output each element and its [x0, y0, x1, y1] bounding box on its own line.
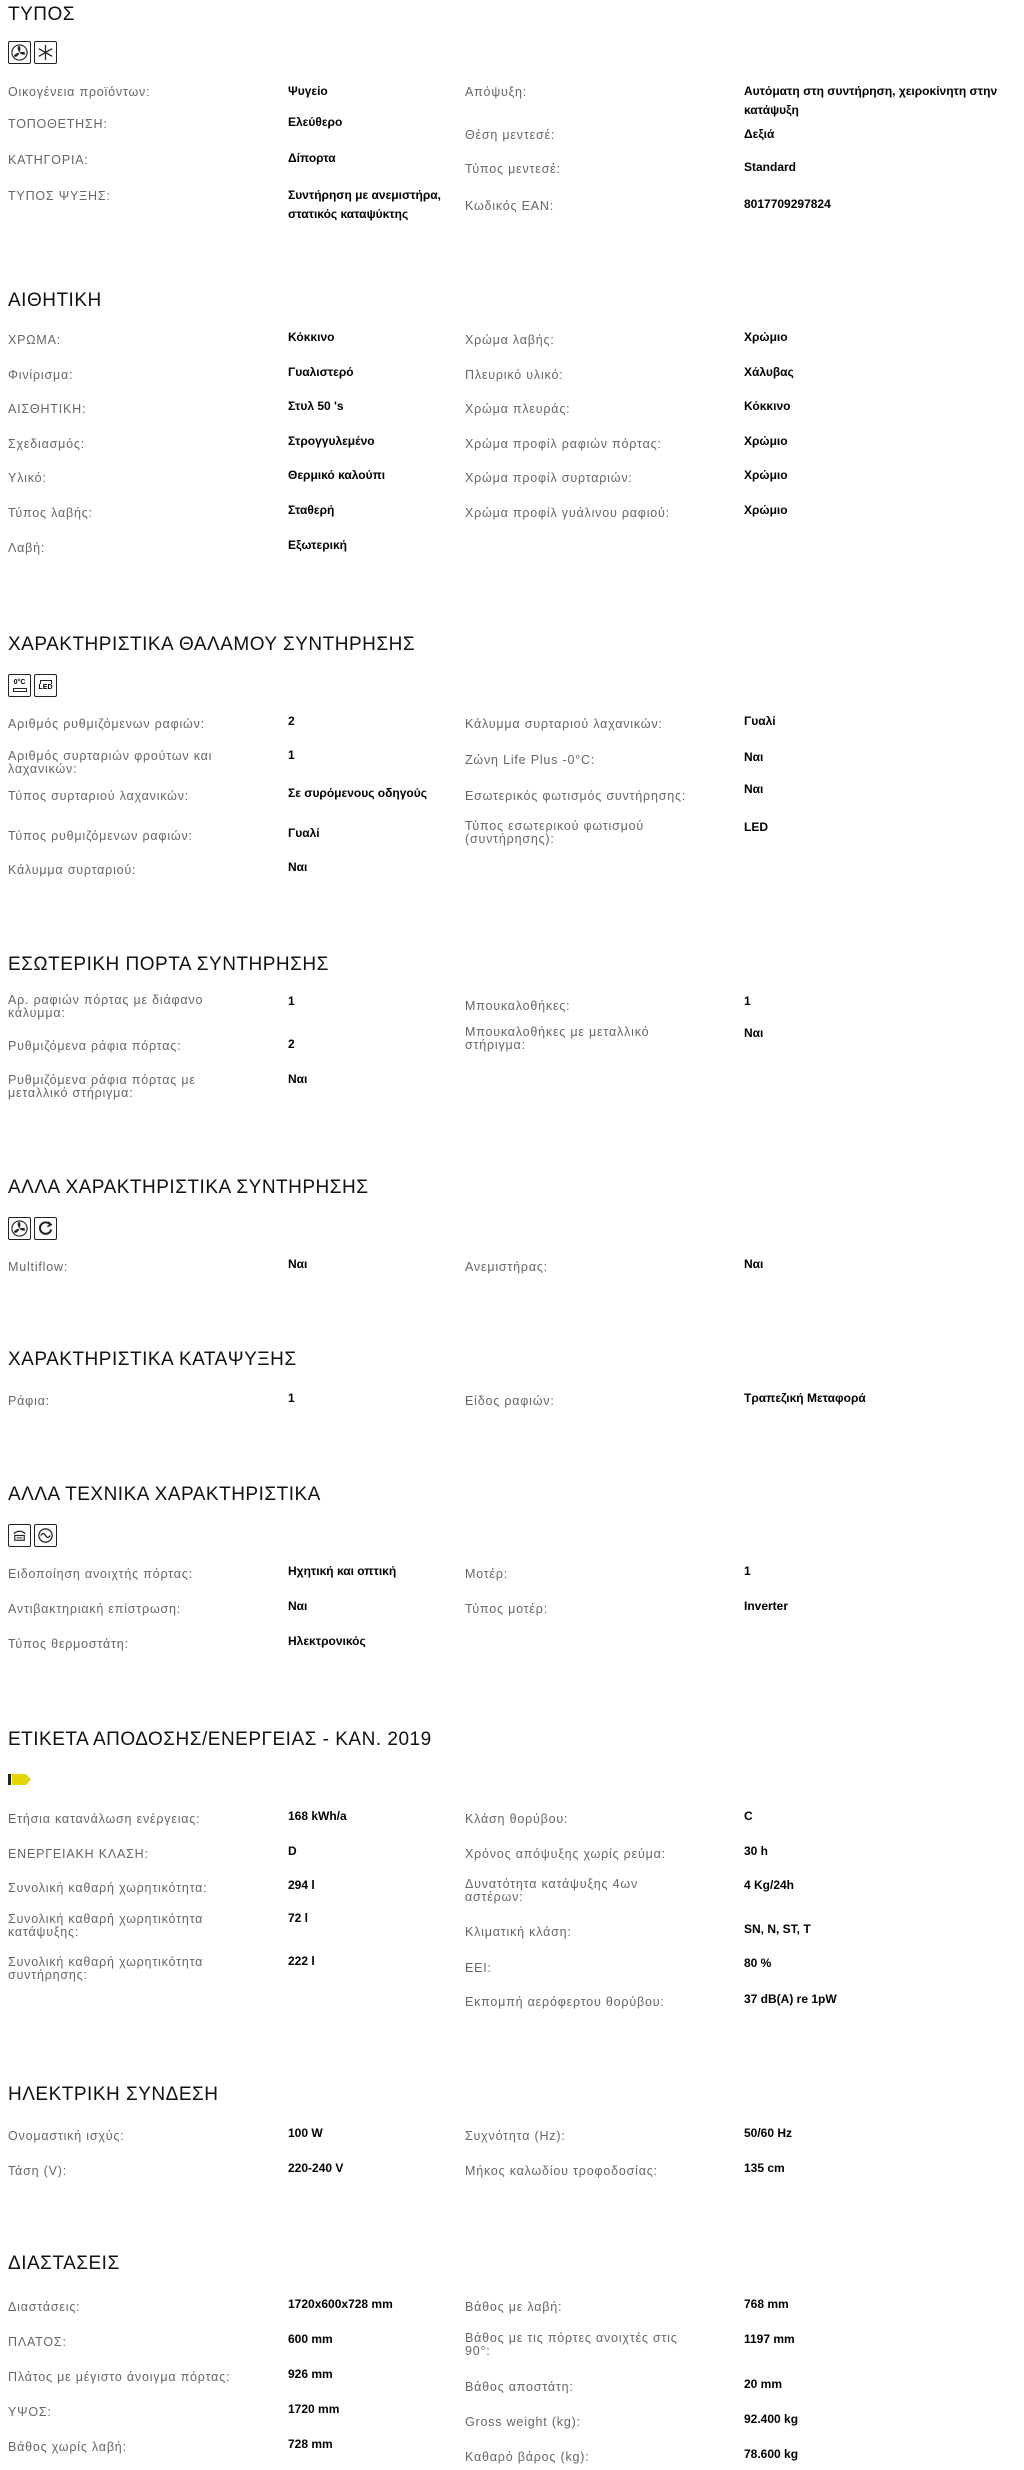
section-title: ΑΛΛΑ ΧΑΡΑΚΤΗΡΙΣΤΙΚΑ ΣΥΝΤΗΡΗΣΗΣ [8, 1177, 369, 1198]
spec-value: 1 [744, 1564, 751, 1578]
spec-value: Ψυγείο [288, 84, 328, 98]
spec-label: ΤΥΠΟΣ ΨΥΞΗΣ: [8, 189, 111, 203]
spec-label: Τύπος εσωτερικού φωτισμού (συντήρησης): [465, 819, 645, 846]
led-icon-text: LED [38, 683, 53, 691]
spec-label: ΧΡΩΜΑ: [8, 333, 62, 347]
spec-label: Ρυθμιζόμενα ράφια πόρτας με μεταλλικό στήριγμα: [8, 1073, 196, 1100]
spec-label: Μοτέρ: [465, 1567, 509, 1581]
spec-label: Υλικό: [8, 471, 47, 485]
spec-label: Χρώμα προφίλ συρταριών: [465, 471, 633, 485]
spec-value: 8017709297824 [744, 197, 831, 211]
spec-value: Ελεύθερο [288, 115, 343, 129]
spec-label: Καθαρό βάρος (kg): [465, 2450, 590, 2464]
spec-label: Λαβή: [8, 541, 46, 555]
spec-value: Δεξιά [744, 127, 775, 141]
spec-label: ΤΟΠΟΘΕΤΗΣΗ: [8, 117, 108, 131]
spec-value: Κόκκινο [744, 399, 791, 413]
section-title: ΕΣΩΤΕΡΙΚΗ ΠΟΡΤΑ ΣΥΝΤΗΡΗΣΗΣ [8, 954, 329, 975]
spec-label: Βάθος με λαβή: [465, 2300, 563, 2314]
spec-label: Τύπος θερμοστάτη: [8, 1637, 129, 1651]
spec-value: 1 [288, 748, 295, 762]
spec-value: C [744, 1809, 753, 1823]
inverter-icon [34, 1524, 57, 1547]
spec-value: 220-240 V [288, 2161, 344, 2175]
spec-label: Πλευρικό υλικό: [465, 368, 564, 382]
spec-value: 50/60 Hz [744, 2126, 793, 2140]
spec-label: ΠΛΑΤΟΣ: [8, 2335, 67, 2349]
spec-value: Χάλυβας [744, 365, 794, 379]
spec-value: Γυαλί [288, 826, 320, 840]
spec-value: Θερμικό καλούπι [288, 468, 386, 482]
section-title: ΑΙΘΗΤΙΚΗ [8, 290, 102, 311]
spec-label: Τύπος συρταριού λαχανικών: [8, 789, 190, 803]
spec-label: Εσωτερικός φωτισμός συντήρησης: [465, 789, 687, 803]
spec-label: Εκπομπή αερόφερτου θορύβου: [465, 1995, 665, 2009]
spec-label: Διαστάσεις: [8, 2300, 81, 2314]
spec-value: 1 [288, 1391, 295, 1405]
spec-label: Τύπος μοτέρ: [465, 1602, 548, 1616]
spec-label: Οικογένεια προϊόντων: [8, 85, 151, 99]
spec-label: Ρυθμιζόμενα ράφια πόρτας: [8, 1039, 182, 1053]
spec-label: Μπουκαλοθήκες: [465, 999, 571, 1013]
fan-icon [8, 1217, 31, 1240]
spec-value: 20 mm [744, 2377, 783, 2391]
spec-value: 1720x600x728 mm [288, 2297, 393, 2311]
spec-value: Ναι [744, 750, 764, 764]
spec-value: 72 l [288, 1911, 309, 1925]
spec-value: Ναι [744, 782, 764, 796]
spec-label: Πλάτος με μέγιστο άνοιγμα πόρτας: [8, 2370, 231, 2384]
section-title: ΔΙΑΣΤΑΣΕΙΣ [8, 2253, 120, 2274]
feature-icons [8, 41, 57, 64]
spec-label: Ονομαστική ισχύς: [8, 2129, 125, 2143]
spec-label: ΑΙΣΘΗΤΙΚΗ: [8, 402, 87, 416]
spec-label: Σχεδιασμός: [8, 437, 85, 451]
spec-label: Δυνατότητα κατάψυξης 4ων αστέρων: [465, 1877, 638, 1904]
spec-label: Συνολική καθαρή χωρητικότητα: [8, 1881, 208, 1895]
fan-icon [8, 41, 31, 64]
spec-value: SN, N, ST, T [744, 1922, 811, 1936]
spec-label: Αρ. ραφιών πόρτας με διάφανο κάλυμμα: [8, 993, 204, 1020]
spec-label: Χρώμα πλευράς: [465, 402, 571, 416]
spec-label: Είδος ραφιών: [465, 1394, 555, 1408]
spec-value: Σε συρόμενους οδηγούς [288, 786, 427, 800]
spec-value: 768 mm [744, 2297, 789, 2311]
spec-value: Ναι [744, 1026, 764, 1040]
spec-value: Γυαλί [744, 714, 776, 728]
spec-label: Κλιματική κλάση: [465, 1925, 572, 1939]
spec-label: Βάθος χωρίς λαβή: [8, 2440, 127, 2454]
spec-value: Ναι [288, 860, 308, 874]
spec-value: Ναι [288, 1599, 308, 1613]
spec-value: Ηχητική και οπτική [288, 1564, 397, 1578]
spec-label: Χρώμα προφίλ ραφιών πόρτας: [465, 437, 662, 451]
spec-value: 600 mm [288, 2332, 333, 2346]
spec-value: 222 l [288, 1954, 315, 1968]
spec-value: Γυαλιστερό [288, 365, 354, 379]
spec-value: Στρογγυλεμένο [288, 434, 375, 448]
spec-label: Βάθος αποστάτη: [465, 2380, 574, 2394]
section-title: ΧΑΡΑΚΤΗΡΙΣΤΙΚΑ ΚΑΤΑΨΥΞΗΣ [8, 1349, 297, 1370]
zero-degree-icon-text: 0°C [13, 679, 26, 686]
spec-value: Τραπεζική Μεταφορά [744, 1391, 866, 1405]
spec-label: Gross weight (kg): [465, 2415, 581, 2429]
spec-label: Ανεμιστήρας: [465, 1260, 548, 1274]
spec-value: Ηλεκτρονικός [288, 1634, 366, 1648]
spec-value: 926 mm [288, 2367, 333, 2381]
spec-value: 728 mm [288, 2437, 333, 2451]
spec-value: Ναι [744, 1257, 764, 1271]
spec-label: Ζώνη Life Plus -0°C: [465, 753, 596, 767]
spec-value: 37 dB(A) re 1pW [744, 1992, 837, 2006]
feature-icons [8, 1524, 57, 1547]
spec-label: Μπουκαλοθήκες με μεταλλικό στήριγμα: [465, 1025, 650, 1052]
spec-label: Αριθμός ρυθμιζόμενων ραφιών: [8, 717, 205, 731]
spec-value: Στυλ 50 's [288, 399, 344, 413]
spec-value: Inverter [744, 1599, 789, 1613]
multiflow-icon [34, 1217, 57, 1240]
spec-value: Εξωτερική [288, 538, 347, 552]
spec-value: Χρώμιο [744, 468, 788, 482]
spec-value: Χρώμιο [744, 330, 788, 344]
section-title: ΗΛΕΚΤΡΙΚΗ ΣΥΝΔΕΣΗ [8, 2084, 219, 2105]
spec-value: 78.600 kg [744, 2447, 799, 2461]
spec-value: Δίπορτα [288, 151, 336, 165]
spec-value: 92.400 kg [744, 2412, 799, 2426]
spec-label: ΚΑΤΗΓΟΡΙΑ: [8, 153, 89, 167]
spec-label: Συνολική καθαρή χωρητικότητα συντήρησης: [8, 1955, 204, 1982]
spec-label: Ράφια: [8, 1394, 50, 1408]
led-icon [34, 674, 57, 697]
section-title: ΑΛΛΑ ΤΕΧΝΙΚΑ ΧΑΡΑΚΤΗΡΙΣΤΙΚΑ [8, 1484, 321, 1505]
spec-value: Ναι [288, 1072, 308, 1086]
section-title: ΤΥΠΟΣ [8, 4, 76, 25]
zero-degree-icon [8, 674, 31, 697]
spec-value: D [288, 1844, 297, 1858]
spec-label: Τύπος μεντεσέ: [465, 162, 561, 176]
spec-value: 1720 mm [288, 2402, 340, 2416]
spec-value: 2 [288, 714, 295, 728]
spec-value: Χρώμιο [744, 434, 788, 448]
spec-label: Ειδοποίηση ανοιχτής πόρτας: [8, 1567, 193, 1581]
spec-label: Κωδικός EAN: [465, 199, 555, 213]
spec-label: Αριθμός συρταριών φρούτων και λαχανικών: [8, 749, 213, 776]
spec-label: Μήκος καλωδίου τροφοδοσίας: [465, 2164, 658, 2178]
spec-value: Συντήρηση με ανεμιστήρα, στατικός καταψύκτης [288, 188, 441, 221]
spec-label: Συχνότητα (Hz): [465, 2129, 566, 2143]
spec-value: 2 [288, 1037, 295, 1051]
spec-label: Κάλυμμα συρταριού λαχανικών: [465, 717, 663, 731]
spec-value: 30 h [744, 1844, 769, 1858]
spec-value: 100 W [288, 2126, 323, 2140]
spec-value: 1 [744, 994, 751, 1008]
spec-value: 4 Kg/24h [744, 1878, 795, 1892]
spec-label: Θέση μεντεσέ: [465, 128, 556, 142]
spec-label: ΕΝΕΡΓΕΙΑΚΗ ΚΛΑΣΗ: [8, 1847, 149, 1861]
snowflake-icon [34, 41, 57, 64]
spec-label: Χρόνος απόψυξης χωρίς ρεύμα: [465, 1847, 666, 1861]
spec-value: 135 cm [744, 2161, 785, 2175]
energy-class-tag-icon [8, 1773, 32, 1786]
spec-value: Ναι [288, 1257, 308, 1271]
spec-value: Χρώμιο [744, 503, 788, 517]
spec-label: Απόψυξη: [465, 85, 528, 99]
spec-label: EEI: [465, 1961, 492, 1975]
spec-label: ΥΨΟΣ: [8, 2405, 52, 2419]
spec-value: 1197 mm [744, 2332, 795, 2346]
spec-value: Σταθερή [288, 503, 335, 517]
spec-label: Ετήσια κατανάλωση ενέργειας: [8, 1812, 201, 1826]
spec-value: 1 [288, 994, 295, 1008]
spec-label: Φινίρισμα: [8, 368, 74, 382]
spec-value: Κόκκινο [288, 330, 335, 344]
spec-label: Multiflow: [8, 1260, 69, 1274]
spec-value: 294 l [288, 1878, 315, 1892]
spec-value: 168 kWh/a [288, 1809, 347, 1823]
spec-label: Χρώμα λαβής: [465, 333, 555, 347]
spec-value: Standard [744, 160, 797, 174]
spec-label: Βάθος με τις πόρτες ανοιχτές στις 90°: [465, 2331, 678, 2358]
door-alarm-icon [8, 1524, 31, 1547]
feature-icons [8, 1217, 57, 1240]
spec-label: Συνολική καθαρή χωρητικότητα κατάψυξης: [8, 1912, 204, 1939]
spec-label: Τύπος ρυθμιζόμενων ραφιών: [8, 829, 193, 843]
feature-icons [8, 674, 57, 697]
section-title: ΧΑΡΑΚΤΗΡΙΣΤΙΚΑ ΘΑΛΑΜΟΥ ΣΥΝΤΗΡΗΣΗΣ [8, 634, 416, 655]
spec-label: Τάση (V): [8, 2164, 67, 2178]
spec-label: Αντιβακτηριακή επίστρωση: [8, 1602, 182, 1616]
spec-value: Αυτόματη στη συντήρηση, χειροκίνητη στην κατάψυξη [744, 84, 998, 117]
spec-label: Κλάση θορύβου: [465, 1812, 569, 1826]
spec-label: Κάλυμμα συρταριού: [8, 863, 137, 877]
spec-value: 80 % [744, 1956, 772, 1970]
section-title: ΕΤΙΚΕΤΑ ΑΠΟΔΟΣΗΣ/ΕΝΕΡΓΕΙΑΣ - ΚΑΝ. 2019 [8, 1729, 432, 1750]
spec-value: LED [744, 820, 768, 834]
spec-label: Χρώμα προφίλ γυάλινου ραφιού: [465, 506, 670, 520]
spec-label: Τύπος λαβής: [8, 506, 93, 520]
